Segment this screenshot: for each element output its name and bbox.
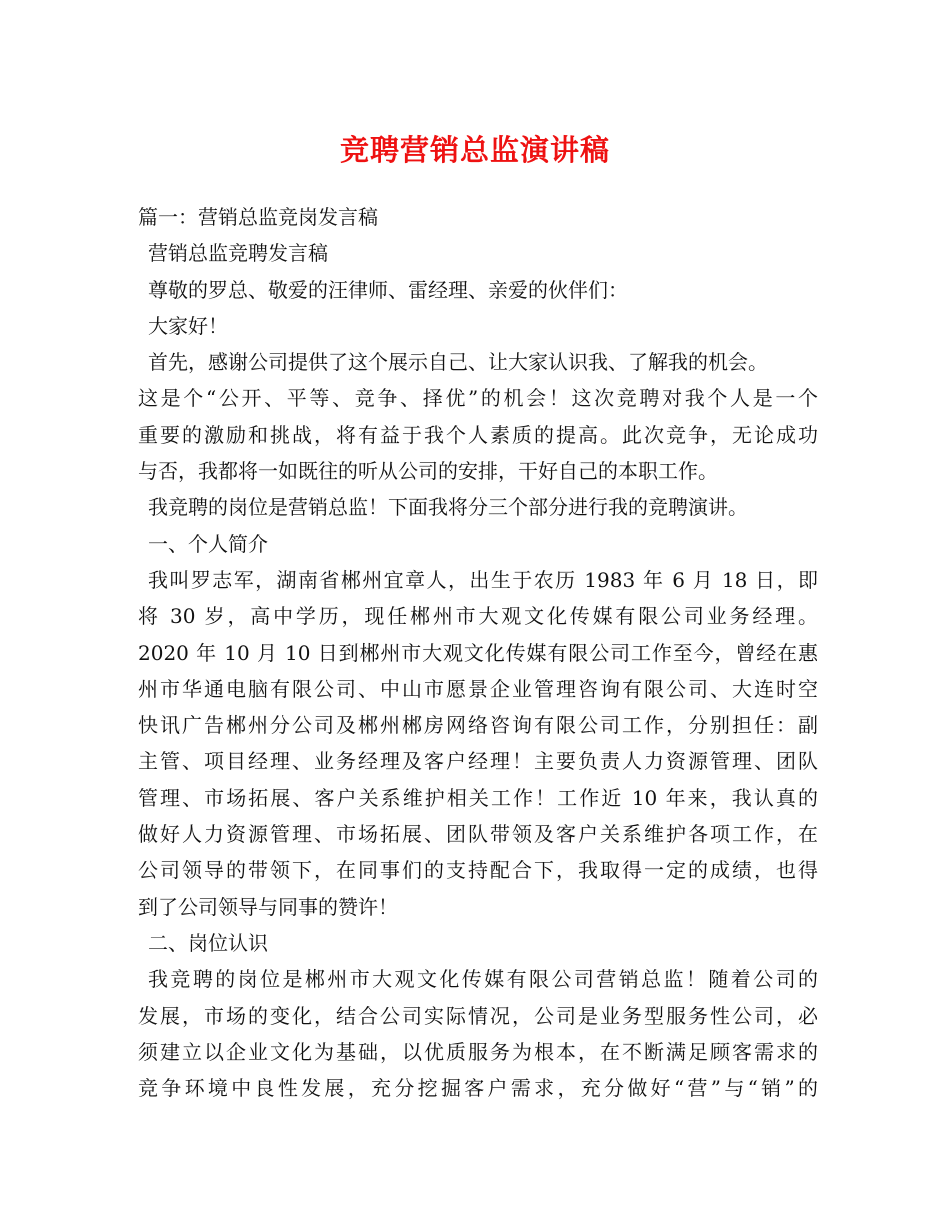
paragraph-line: 快讯广告郴州分公司及郴州郴房网络咨询有限公司工作，分别担任：副: [138, 713, 818, 738]
salutation: 尊敬的罗总、敬爱的汪律师、雷经理、亲爱的伙伴们：: [148, 277, 628, 302]
paragraph-line: 管理、市场拓展、客户关系维护相关工作！工作近 10 年来，我认真的: [138, 785, 818, 810]
paragraph-line: 我竞聘的岗位是营销总监！下面我将分三个部分进行我的竞聘演讲。: [148, 495, 748, 520]
paragraph-line: 重要的激励和挑战，将有益于我个人素质的提高。此次竞争，无论成功: [138, 422, 818, 447]
document-title: 竞聘营销总监演讲稿: [339, 133, 610, 167]
paragraph-line: 我叫罗志军，湖南省郴州宜章人，出生于农历 1983 年 6 月 18 日，即: [148, 567, 818, 592]
paragraph-line: 将 30 岁，高中学历，现任郴州市大观文化传媒有限公司业务经理。: [138, 604, 818, 629]
paragraph-line: 主管、项目经理、业务经理及客户经理！主要负责人力资源管理、团队: [138, 749, 818, 774]
paragraph-line: 须建立以企业文化为基础，以优质服务为根本，在不断满足顾客需求的: [138, 1039, 818, 1064]
paragraph-line: 与否，我都将一如既往的听从公司的安排，干好自己的本职工作。: [138, 459, 718, 484]
paragraph-line: 州市华通电脑有限公司、中山市愿景企业管理咨询有限公司、大连时空: [138, 676, 818, 701]
paragraph-line: 2020 年 10 月 10 日到郴州市大观文化传媒有限公司工作至今，曾经在惠: [138, 640, 818, 665]
document-body: [138, 199, 818, 1106]
section-heading: 篇一：营销总监竞岗发言稿: [138, 205, 378, 229]
paragraph-line: 竞争环境中良性发展，充分挖掘客户需求，充分做好“营”与“销”的: [138, 1076, 818, 1101]
section-heading: 一、个人简介: [148, 531, 268, 556]
greeting: 大家好！: [148, 313, 228, 338]
paragraph-line: 发展，市场的变化，结合公司实际情况，公司是业务型服务性公司，必: [138, 1003, 818, 1028]
paragraph-line: 我竞聘的岗位是郴州市大观文化传媒有限公司营销总监！随着公司的: [148, 967, 818, 992]
subheading: 营销总监竞聘发言稿: [148, 241, 328, 266]
paragraph-line: 到了公司领导与同事的赞许！: [138, 894, 398, 919]
paragraph-line: 公司领导的带领下，在同事们的支持配合下，我取得一定的成绩，也得: [138, 858, 818, 883]
paragraph-line: 做好人力资源管理、市场拓展、团队带领及客户关系维护各项工作，在: [138, 822, 818, 847]
section-heading: 二、岗位认识: [148, 930, 268, 955]
paragraph-line: 首先，感谢公司提供了这个展示自己、让大家认识我、了解我的机会。: [148, 350, 768, 375]
paragraph-line: 这是个“公开、平等、竞争、择优”的机会！这次竞聘对我个人是一个: [138, 386, 818, 411]
